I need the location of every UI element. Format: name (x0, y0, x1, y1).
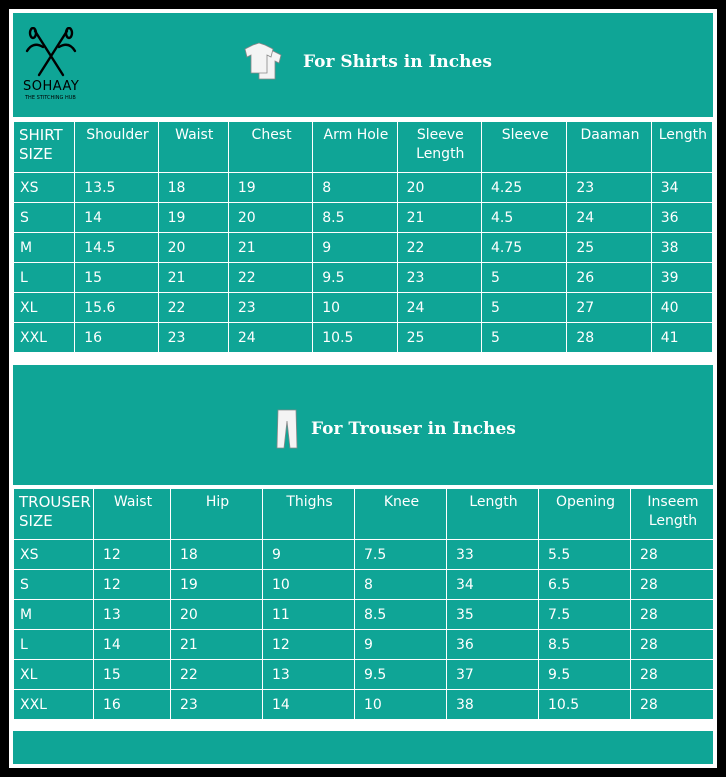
value-cell: 9.5 (539, 660, 631, 690)
value-cell: 5.5 (539, 540, 631, 570)
value-cell: 25 (567, 233, 651, 263)
value-cell: 28 (631, 630, 714, 660)
value-cell: 28 (567, 323, 651, 353)
header-cell: Hip (171, 489, 263, 540)
value-cell: 8 (355, 570, 447, 600)
header-cell: Arm Hole (313, 122, 397, 173)
header-cell: Sleeve (481, 122, 566, 173)
value-cell: 10 (263, 570, 355, 600)
value-cell: 9.5 (355, 660, 447, 690)
value-cell: 10.5 (313, 323, 397, 353)
table-row (14, 690, 714, 720)
value-cell: 13 (263, 660, 355, 690)
shirts-header-row (14, 122, 713, 173)
size-cell: XXL (14, 690, 94, 720)
value-cell: 20 (158, 233, 228, 263)
header-cell: Knee (355, 489, 447, 540)
value-cell: 24 (228, 323, 312, 353)
value-cell: 23 (158, 323, 228, 353)
size-cell: XS (14, 173, 75, 203)
table-row (14, 233, 713, 263)
value-cell: 6.5 (539, 570, 631, 600)
value-cell: 19 (228, 173, 312, 203)
header-cell: Shoulder (75, 122, 158, 173)
header-cell: Waist (94, 489, 171, 540)
size-cell: M (14, 233, 75, 263)
value-cell: 24 (567, 203, 651, 233)
table-row (14, 630, 714, 660)
trousers-table (13, 488, 714, 720)
trousers-header-row (14, 489, 714, 540)
value-cell: 37 (447, 660, 539, 690)
value-cell: 27 (567, 293, 651, 323)
shirts-title: For Shirts in Inches (303, 52, 492, 72)
value-cell: 9 (355, 630, 447, 660)
value-cell: 22 (228, 263, 312, 293)
value-cell: 20 (397, 173, 481, 203)
value-cell: 36 (651, 203, 712, 233)
value-cell: 9 (263, 540, 355, 570)
value-cell: 9 (313, 233, 397, 263)
size-cell: L (14, 630, 94, 660)
value-cell: 13.5 (75, 173, 158, 203)
header-cell: TROUSER SIZE (14, 489, 94, 540)
value-cell: 22 (158, 293, 228, 323)
value-cell: 8 (313, 173, 397, 203)
value-cell: 15.6 (75, 293, 158, 323)
value-cell: 14 (263, 690, 355, 720)
value-cell: 9.5 (313, 263, 397, 293)
value-cell: 18 (158, 173, 228, 203)
value-cell: 39 (651, 263, 712, 293)
value-cell: 4.5 (481, 203, 566, 233)
value-cell: 14.5 (75, 233, 158, 263)
value-cell: 36 (447, 630, 539, 660)
header-cell: Chest (228, 122, 312, 173)
value-cell: 13 (94, 600, 171, 630)
value-cell: 14 (75, 203, 158, 233)
size-cell: XS (14, 540, 94, 570)
size-cell: L (14, 263, 75, 293)
size-cell: XL (14, 293, 75, 323)
size-cell: S (14, 570, 94, 600)
trouser-icon (275, 409, 299, 449)
size-cell: S (14, 203, 75, 233)
value-cell: 40 (651, 293, 712, 323)
value-cell: 41 (651, 323, 712, 353)
value-cell: 8.5 (539, 630, 631, 660)
size-cell: XL (14, 660, 94, 690)
value-cell: 14 (94, 630, 171, 660)
table-row (14, 263, 713, 293)
trousers-title: For Trouser in Inches (311, 419, 516, 439)
value-cell: 8.5 (355, 600, 447, 630)
header-cell: Thighs (263, 489, 355, 540)
table-row (14, 323, 713, 353)
table-row (14, 293, 713, 323)
value-cell: 16 (75, 323, 158, 353)
value-cell: 4.75 (481, 233, 566, 263)
value-cell: 34 (447, 570, 539, 600)
value-cell: 23 (397, 263, 481, 293)
value-cell: 10 (313, 293, 397, 323)
value-cell: 35 (447, 600, 539, 630)
value-cell: 23 (171, 690, 263, 720)
table-row (14, 203, 713, 233)
size-cell: XXL (14, 323, 75, 353)
value-cell: 8.5 (313, 203, 397, 233)
value-cell: 15 (75, 263, 158, 293)
value-cell: 34 (651, 173, 712, 203)
header-cell: Length (651, 122, 712, 173)
size-cell: M (14, 600, 94, 630)
header-cell: Sleeve Length (397, 122, 481, 173)
header-cell: SHIRT SIZE (14, 122, 75, 173)
value-cell: 12 (263, 630, 355, 660)
value-cell: 5 (481, 323, 566, 353)
value-cell: 25 (397, 323, 481, 353)
value-cell: 20 (228, 203, 312, 233)
shirts-table (13, 121, 713, 353)
brand-name: SOHAAY (23, 79, 80, 94)
value-cell: 4.25 (481, 173, 566, 203)
shirt-icon (243, 41, 291, 83)
value-cell: 7.5 (355, 540, 447, 570)
value-cell: 12 (94, 540, 171, 570)
trouser-header-panel (13, 365, 713, 485)
value-cell: 33 (447, 540, 539, 570)
value-cell: 21 (228, 233, 312, 263)
value-cell: 23 (228, 293, 312, 323)
header-cell: Opening (539, 489, 631, 540)
value-cell: 7.5 (539, 600, 631, 630)
value-cell: 28 (631, 540, 714, 570)
value-cell: 5 (481, 293, 566, 323)
value-cell: 28 (631, 660, 714, 690)
value-cell: 20 (171, 600, 263, 630)
value-cell: 10.5 (539, 690, 631, 720)
value-cell: 28 (631, 570, 714, 600)
value-cell: 5 (481, 263, 566, 293)
value-cell: 21 (171, 630, 263, 660)
value-cell: 22 (171, 660, 263, 690)
value-cell: 28 (631, 600, 714, 630)
value-cell: 19 (158, 203, 228, 233)
value-cell: 16 (94, 690, 171, 720)
table-row (14, 173, 713, 203)
value-cell: 38 (447, 690, 539, 720)
value-cell: 10 (355, 690, 447, 720)
value-cell: 11 (263, 600, 355, 630)
value-cell: 22 (397, 233, 481, 263)
table-row (14, 540, 714, 570)
value-cell: 18 (171, 540, 263, 570)
header-cell: Length (447, 489, 539, 540)
sohaay-logo (23, 27, 103, 107)
value-cell: 24 (397, 293, 481, 323)
size-chart (9, 9, 717, 768)
value-cell: 19 (171, 570, 263, 600)
brand-tagline: THE STITCHING HUB (25, 95, 76, 101)
needles-icon (23, 27, 79, 79)
value-cell: 23 (567, 173, 651, 203)
table-row (14, 570, 714, 600)
header-cell: Waist (158, 122, 228, 173)
value-cell: 21 (397, 203, 481, 233)
value-cell: 21 (158, 263, 228, 293)
value-cell: 38 (651, 233, 712, 263)
value-cell: 12 (94, 570, 171, 600)
header-cell: Daaman (567, 122, 651, 173)
value-cell: 26 (567, 263, 651, 293)
header-cell: Inseem Length (631, 489, 714, 540)
shirts-header-panel (13, 13, 713, 117)
footer-strip (13, 731, 713, 764)
value-cell: 28 (631, 690, 714, 720)
value-cell: 15 (94, 660, 171, 690)
table-row (14, 600, 714, 630)
table-row (14, 660, 714, 690)
